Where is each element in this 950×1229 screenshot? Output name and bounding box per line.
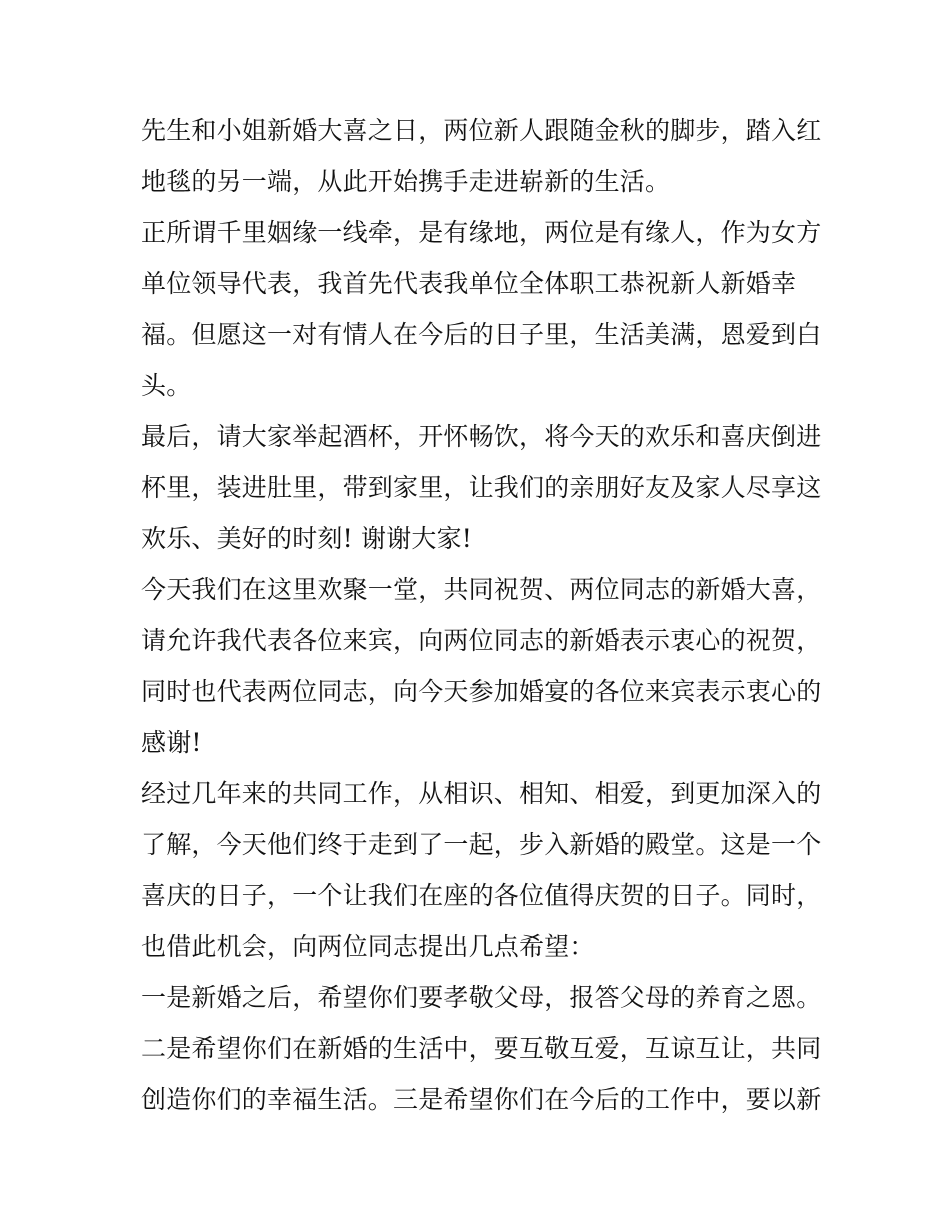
- text-line: 头。: [141, 371, 192, 400]
- text-line: 了解，今天他们终于走到了一起，步入新婚的殿堂。这是一个: [141, 830, 822, 859]
- text-line: 二是希望你们在新婚的生活中，要互敬互爱，互谅互让，共同: [141, 1034, 822, 1063]
- body-text: [141, 105, 821, 1125]
- text-line: 同时也代表两位同志，向今天参加婚宴的各位来宾表示衷心的: [141, 677, 822, 706]
- text-line: 最后，请大家举起酒杯，开怀畅饮，将今天的欢乐和喜庆倒进: [141, 422, 822, 451]
- text-line: 请允许我代表各位来宾，向两位同志的新婚表示衷心的祝贺，: [141, 626, 822, 655]
- text-line: 经过几年来的共同工作，从相识、相知、相爱，到更加深入的: [141, 779, 822, 808]
- text-line: 杯里，装进肚里，带到家里，让我们的亲朋好友及家人尽享这: [141, 473, 822, 502]
- text-line: 喜庆的日子，一个让我们在座的各位值得庆贺的日子。同时，: [141, 881, 822, 910]
- text-line: 单位领导代表，我首先代表我单位全体职工恭祝新人新婚幸: [141, 269, 797, 298]
- text-line: 地毯的另一端，从此开始携手走进崭新的生活。: [141, 167, 671, 196]
- text-line: 欢乐、美好的时刻! 谢谢大家!: [141, 524, 473, 553]
- text-line: 正所谓千里姻缘一线牵，是有缘地，两位是有缘人，作为女方: [141, 218, 822, 247]
- text-line: 创造你们的幸福生活。三是希望你们在今后的工作中，要以新: [141, 1085, 822, 1114]
- text-line: 先生和小姐新婚大喜之日，两位新人跟随金秋的脚步，踏入红: [141, 116, 822, 145]
- text-line: 今天我们在这里欢聚一堂，共同祝贺、两位同志的新婚大喜，: [141, 575, 822, 604]
- text-line: 也借此机会，向两位同志提出几点希望：: [141, 932, 595, 961]
- text-line: 福。但愿这一对有情人在今后的日子里，生活美满，恩爱到白: [141, 320, 822, 349]
- text-line: 感谢!: [141, 728, 202, 757]
- text-line: 一是新婚之后，希望你们要孝敬父母，报答父母的养育之恩。: [141, 983, 822, 1012]
